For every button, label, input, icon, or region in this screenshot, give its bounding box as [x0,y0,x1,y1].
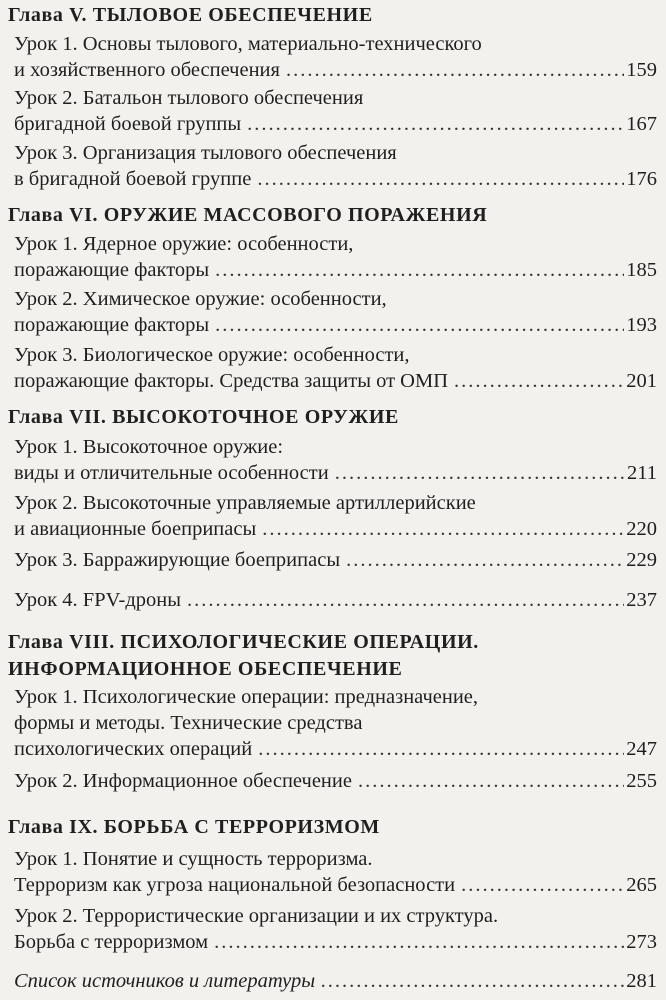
toc-entry[interactable] [14,768,657,794]
toc-entry[interactable] [14,31,657,83]
toc-entry[interactable] [14,490,657,542]
toc-entry[interactable] [14,434,657,486]
dot-leader [454,368,624,394]
dot-leader [461,872,624,898]
entry-text-line: бригадной боевой группы [14,113,242,135]
toc-entry[interactable] [14,342,657,394]
entry-text-line: Борьба с терроризмом [14,931,209,953]
page-number: 176 [626,168,657,190]
dot-leader [286,57,624,83]
page-number: 201 [626,370,657,392]
chapter-heading: Глава VIII. ПСИХОЛОГИЧЕСКИЕ ОПЕРАЦИИ. [8,631,479,653]
toc-entry[interactable] [14,85,657,137]
entry-text-line: Урок 2. Батальон тылового обеспечения [14,87,364,109]
page-number: 247 [626,738,657,760]
page-number: 185 [626,259,657,281]
chapter-heading: Глава VI. ОРУЖИЕ МАССОВОГО ПОРАЖЕНИЯ [8,204,488,226]
page-number: 159 [626,59,657,81]
toc-entry[interactable] [14,547,657,573]
page-number: 167 [626,113,657,135]
page-number: 220 [626,518,657,540]
chapter-heading: Глава IX. БОРЬБА С ТЕРРОРИЗМОМ [8,816,380,838]
page-number: 193 [626,314,657,336]
toc-entry[interactable] [14,587,657,613]
toc-entry[interactable] [14,231,657,283]
page-number: 211 [627,462,657,484]
page-number: 255 [626,770,657,792]
page-number: 265 [626,874,657,896]
entry-text-line: Урок 4. FPV-дроны [14,589,182,611]
entry-text-line: и авиационные боеприпасы [14,518,257,540]
dot-leader [187,587,624,613]
entry-text-line: психологических операций [14,738,253,760]
entry-text-line: поражающие факторы [14,314,210,336]
dot-leader [358,768,624,794]
entry-text-line: поражающие факторы. Средства защиты от ОМП [14,370,448,392]
entry-text-line: Урок 2. Химическое оружие: особенности, [14,288,387,310]
entry-text-line: Урок 1. Основы тылового, материально-технического [14,33,482,55]
page-number: 281 [626,970,657,992]
page-number: 229 [626,549,657,571]
page-number: 237 [626,589,657,611]
entry-text-line: Терроризм как угроза национальной безопасности [14,874,456,896]
chapter-heading: Глава V. ТЫЛОВОЕ ОБЕСПЕЧЕНИЕ [8,4,373,26]
entry-text-line: поражающие факторы [14,259,210,281]
chapter-heading-line2: ИНФОРМАЦИОННОЕ ОБЕСПЕЧЕНИЕ [8,658,403,680]
dot-leader [214,929,624,955]
dot-leader [321,968,624,994]
dot-leader [346,547,624,573]
entry-text-line: и хозяйственного обеспечения [14,59,280,81]
dot-leader [215,312,624,338]
entry-text-line: Урок 3. Биологическое оружие: особенности, [14,344,410,366]
entry-text-line: Урок 1. Высокоточное оружие: [14,436,284,458]
chapter-heading: Глава VII. ВЫСОКОТОЧНОЕ ОРУЖИЕ [8,406,399,428]
entry-text-line: Урок 2. Информационное обеспечение [14,770,352,792]
entry-text-line: виды и отличительные особенности [14,462,329,484]
entry-text-line: Урок 1. Психологические операции: предназначение, [14,686,479,708]
toc-entry-references[interactable] [14,968,657,994]
dot-leader [335,460,625,486]
entry-text-line: Урок 3. Барражирующие боеприпасы [14,549,341,571]
page-number: 273 [626,931,657,953]
toc-entry[interactable] [14,684,657,762]
toc-entry[interactable] [14,286,657,338]
entry-text-line: Урок 1. Понятие и сущность терроризма. [14,848,373,870]
entry-text-line: Урок 2. Террористические организации и их структура. [14,905,499,927]
entry-text-line: формы и методы. Технические средства [14,712,363,734]
dot-leader [257,166,624,192]
toc-entry[interactable] [14,903,657,955]
dot-leader [258,736,624,762]
entry-text-line: в бригадной боевой группе [14,168,252,190]
entry-text-line: Урок 2. Высокоточные управляемые артиллерийские [14,492,476,514]
dot-leader [247,111,624,137]
dot-leader [262,516,624,542]
toc-entry[interactable] [14,140,657,192]
entry-text-line: Урок 1. Ядерное оружие: особенности, [14,233,354,255]
dot-leader [215,257,624,283]
toc-entry[interactable] [14,846,657,898]
entry-text-line: Урок 3. Организация тылового обеспечения [14,142,397,164]
entry-text-line: Список источников и литературы [14,970,316,992]
